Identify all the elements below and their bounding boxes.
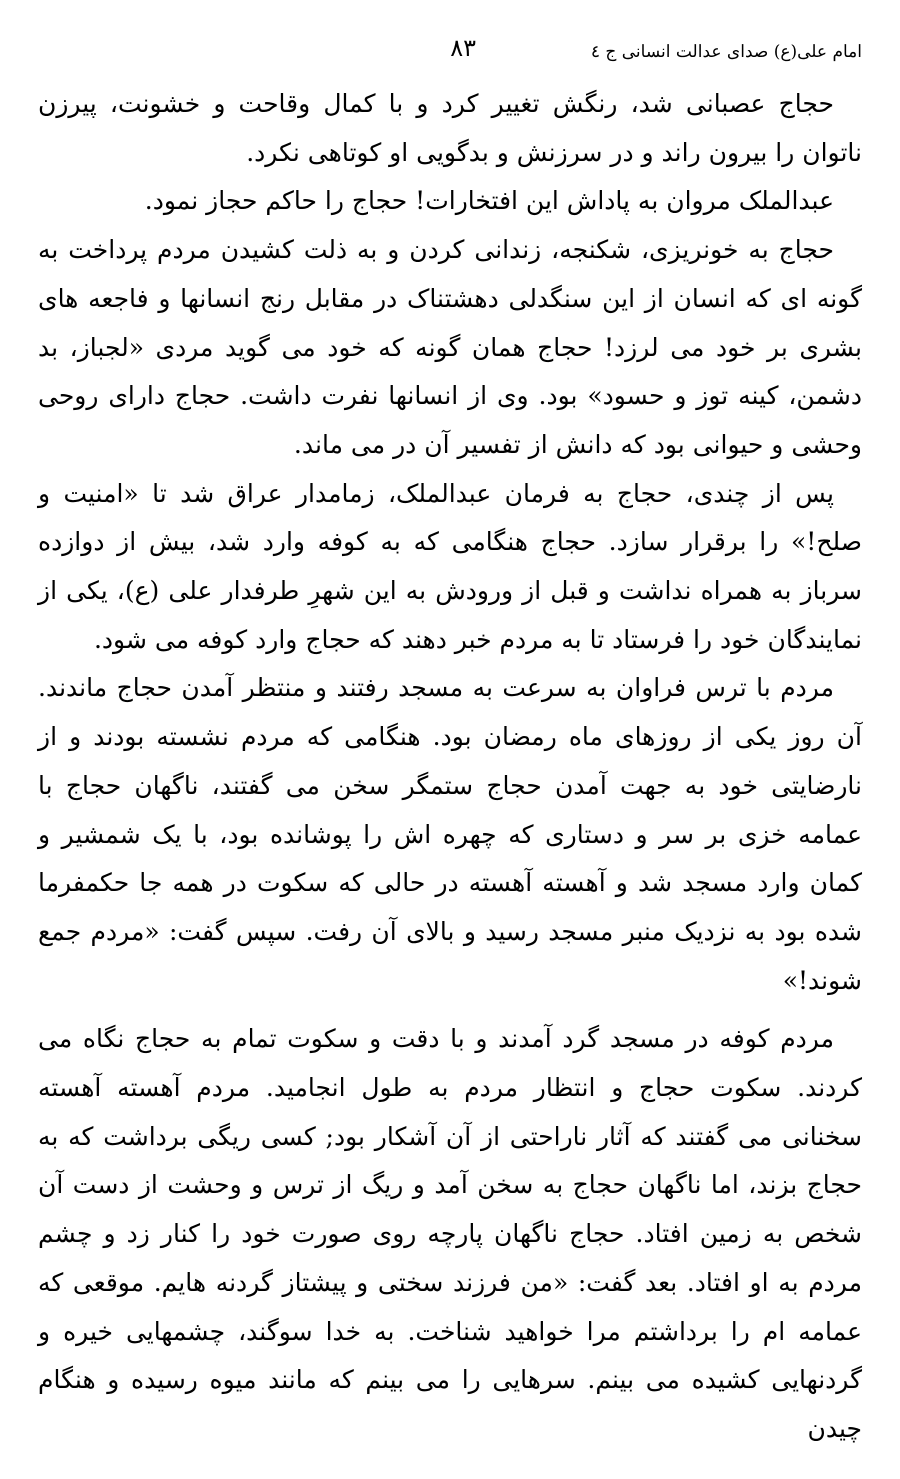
paragraph: عبدالملک مروان به پاداش این افتخارات! حجاج را حاکم حجاز نمود. — [144, 186, 834, 216]
paragraph: مردم با ترس فراوان به سرعت به مسجد رفتند و منتظر آمدن حجاج ماندند. آن روز یکی از روزهای ماه رمضان بود. هنگامی که مردم نشسته بودند و از نارضایتی خود به جهت آمدن حجاج ستمگر سخن می گفتند، ناگهان حجاج با عمامه خزی بر سر و دستاری که چهره اش را پوشانده بود، با یک شمشیر و کمان وارد مسجد شد و آهسته آهسته در حالی که سکوت در همه جا حکمفرما شده بود به نزدیک منبر مسجد رسید و بالای آن رفت. سپس گفت: «مردم جمع شوند!» — [38, 673, 862, 995]
paragraph: مردم کوفه در مسجد گرد آمدند و با دقت و سکوت تمام به حجاج نگاه می کردند. سکوت حجاج و انتظار مردم به طول انجامید. مردم آهسته آهسته سخنانی می گفتند که آثار ناراحتی از آن آشکار بود; کسی ریگی برداشت که به حجاج بزند، اما ناگهان حجاج به سخن آمد و ریگ از ترس و وحشت از دست آن شخص به زمین افتاد. حجاج ناگهان پارچه روی صورت خود را کنار زد و چشم مردم به او افتاد. بعد گفت: «من فرزند سختی و پیشتاز گردنه هایم. موقعی که عمامه ام را برداشتم مرا خواهید شناخت. به خدا سوگند، چشمهایی خیره و گردنهایی کشیده می بینم. سرهایی را می بینم که مانند میوه رسیده و هنگام چیدن — [38, 1024, 862, 1443]
running-title: امام علی(ع) صدای عدالت انسانی ج ٤ — [590, 42, 862, 62]
page-header — [38, 28, 862, 80]
body-text — [38, 80, 862, 1454]
paragraph: پس از چندی، حجاج به فرمان عبدالملک، زمامدار عراق شد تا «امنیت و صلح!» را برقرار سازد. حجاج هنگامی که به کوفه وارد شد، بیش از دوازده سرباز به همراه نداشت و قبل از ورودش به این شهرِ طرفدار علی (ع)، یکی از نمایندگان خود را فرستاد تا به مردم خبر دهند که حجاج وارد کوفه می شود. — [38, 478, 862, 654]
paragraph: حجاج به خونریزی، شکنجه، زندانی کردن و به ذلت کشیدن مردم پرداخت به گونه ای که انسان از این سنگدلی دهشتناک در مقابل رنج انسانها و فاجعه های بشری بر خود می لرزد! حجاج همان گونه که خود می گوید مردی «لجباز، بد دشمن، کینه توز و حسود» بود. وی از انسانها نفرت داشت. حجاج دارای روحی وحشی و حیوانی بود که دانش از تفسیر آن در می ماند. — [38, 235, 862, 459]
book-page — [38, 28, 862, 1454]
page-number: ۸۳ — [450, 34, 476, 62]
paragraph: حجاج عصبانی شد، رنگش تغییر کرد و با کمال وقاحت و خشونت، پیرزن ناتوان را بیرون راند و در سرزنش و بدگویی او کوتاهی نکرد. — [38, 89, 862, 167]
